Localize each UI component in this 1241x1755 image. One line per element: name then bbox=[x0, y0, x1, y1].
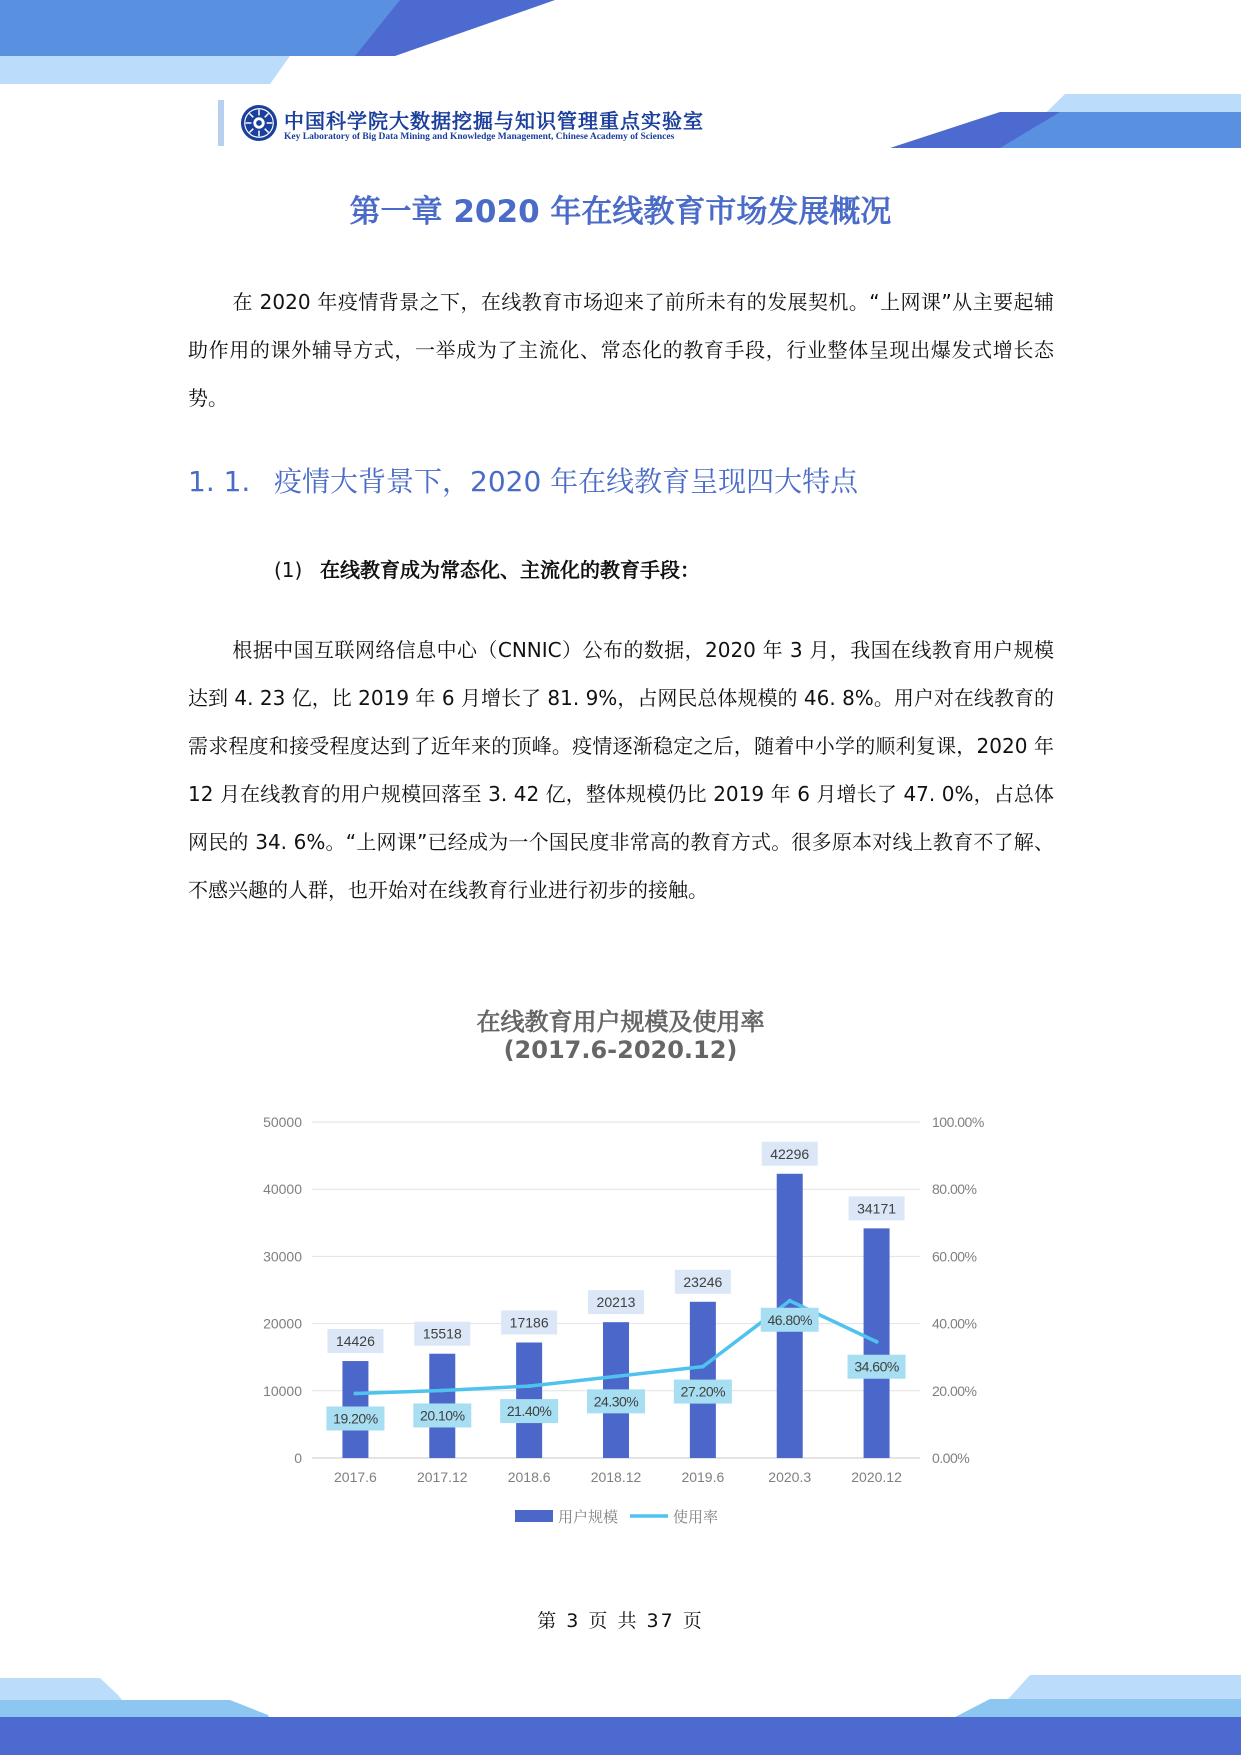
line-value-label: 21.40% bbox=[506, 1403, 552, 1420]
y-right-tick-label: 40.00% bbox=[932, 1315, 977, 1332]
line-point bbox=[353, 1391, 357, 1395]
line-point bbox=[875, 1340, 879, 1344]
chart-title: 在线教育用户规模及使用率 bbox=[476, 1008, 765, 1036]
bar-value-label: 34171 bbox=[857, 1200, 897, 1217]
bar-value-label: 42296 bbox=[770, 1145, 810, 1162]
intro-paragraph-text: 在 2020 年疫情背景之下，在线教育市场迎来了前所未有的发展契机。“上网课”从主要起辅助作用的课外辅导方式，一举成为了主流化、常态化的教育手段，行业整体呈现出爆发式增长态势。 bbox=[188, 290, 1054, 410]
section-title: 疫情大背景下，2020 年在线教育呈现四大特点 bbox=[274, 465, 859, 498]
y-left-tick-label: 50000 bbox=[263, 1114, 302, 1130]
y-right-tick-label: 100.00% bbox=[932, 1114, 984, 1130]
legend-bar-label: 用户规模 bbox=[558, 1509, 619, 1526]
line-value-label: 27.20% bbox=[680, 1383, 726, 1400]
bar-value-label: 17186 bbox=[509, 1314, 549, 1331]
body-paragraph bbox=[188, 626, 1054, 914]
line-value-label: 34.60% bbox=[854, 1358, 899, 1375]
line-point bbox=[527, 1384, 531, 1388]
y-left-tick-label: 0 bbox=[294, 1450, 302, 1466]
line-point bbox=[440, 1388, 444, 1392]
lab-name-cn: 中国科学院大数据挖掘与知识管理重点实验室 bbox=[284, 109, 704, 133]
subsection-title: 在线教育成为常态化、主流化的教育手段： bbox=[320, 558, 700, 582]
line-point bbox=[701, 1365, 705, 1369]
subsection-heading bbox=[274, 554, 700, 583]
bar-value-label: 20213 bbox=[596, 1294, 636, 1311]
x-tick-label: 2018.12 bbox=[590, 1469, 642, 1485]
x-tick-label: 2020.3 bbox=[768, 1469, 812, 1485]
line-value-label: 20.10% bbox=[420, 1407, 465, 1424]
line-value-label: 24.30% bbox=[593, 1393, 639, 1410]
section-number: 1. 1. bbox=[188, 465, 251, 498]
y-right-tick-label: 60.00% bbox=[932, 1248, 977, 1265]
y-left-tick-label: 40000 bbox=[263, 1181, 302, 1198]
chart-subtitle: (2017.6-2020.12) bbox=[503, 1036, 738, 1064]
legend-bar-swatch bbox=[515, 1510, 553, 1522]
legend-line-label: 使用率 bbox=[673, 1509, 719, 1526]
cas-seal-icon bbox=[240, 104, 278, 142]
bar-value-label: 23246 bbox=[683, 1273, 723, 1290]
chapter-title: 第一章 2020 年在线教育市场发展概况 bbox=[349, 194, 892, 230]
lab-name-en: Key Laboratory of Big Data Mining and Knowledge Management, Chinese Academy of Sciences bbox=[284, 132, 675, 142]
y-left-tick-label: 10000 bbox=[263, 1382, 302, 1399]
page-number: 第 3 页 共 37 页 bbox=[537, 1610, 704, 1632]
subsection-number: (1) bbox=[274, 558, 303, 582]
y-right-tick-label: 80.00% bbox=[932, 1181, 977, 1198]
x-tick-label: 2019.6 bbox=[681, 1469, 725, 1485]
bar-value-label: 15518 bbox=[422, 1325, 462, 1342]
line-point bbox=[788, 1299, 792, 1303]
x-tick-label: 2017.6 bbox=[334, 1469, 377, 1485]
line-value-label: 46.80% bbox=[767, 1311, 812, 1328]
x-tick-label: 2020.12 bbox=[851, 1469, 902, 1485]
y-right-tick-label: 0.00% bbox=[932, 1450, 970, 1466]
x-tick-label: 2017.12 bbox=[416, 1469, 468, 1485]
y-left-tick-label: 30000 bbox=[263, 1248, 302, 1265]
header-accent-bar bbox=[218, 100, 224, 146]
user-scale-chart bbox=[230, 1100, 1010, 1560]
y-left-tick-label: 20000 bbox=[263, 1315, 302, 1332]
line-point bbox=[614, 1374, 618, 1378]
line-value-label: 19.20% bbox=[333, 1410, 378, 1427]
bottom-decoration bbox=[0, 1675, 1241, 1755]
intro-paragraph bbox=[188, 278, 1054, 422]
lab-logo bbox=[240, 104, 710, 148]
x-tick-label: 2018.6 bbox=[507, 1469, 551, 1485]
section-heading bbox=[188, 460, 858, 500]
y-right-tick-label: 20.00% bbox=[932, 1382, 977, 1399]
bar-value-label: 14426 bbox=[335, 1333, 375, 1350]
body-paragraph-text: 根据中国互联网络信息中心（CNNIC）公布的数据，2020 年 3 月，我国在线教育用户规模达到 4. 23 亿，比 2019 年 6 月增长了 81. 9%，占网民总体规模的 46. 8%。用户对在线教育的需求程度和接受程度达到了近年来的顶峰。疫情逐渐稳定之后，随着中小学的顺利复课，2020 年 12 月在线教育的用户规模回落至 3. 42 亿，整体规模仍比 2019 年 6 月增长了 47. 0%，占总体网民的 34. 6%。“上网课”已经成为一个国民度非常高的教育方式。很多原本对线上教育不了解、不感兴趣的人群，也开始对在线教育行业进行初步的接触。 bbox=[188, 638, 1054, 902]
